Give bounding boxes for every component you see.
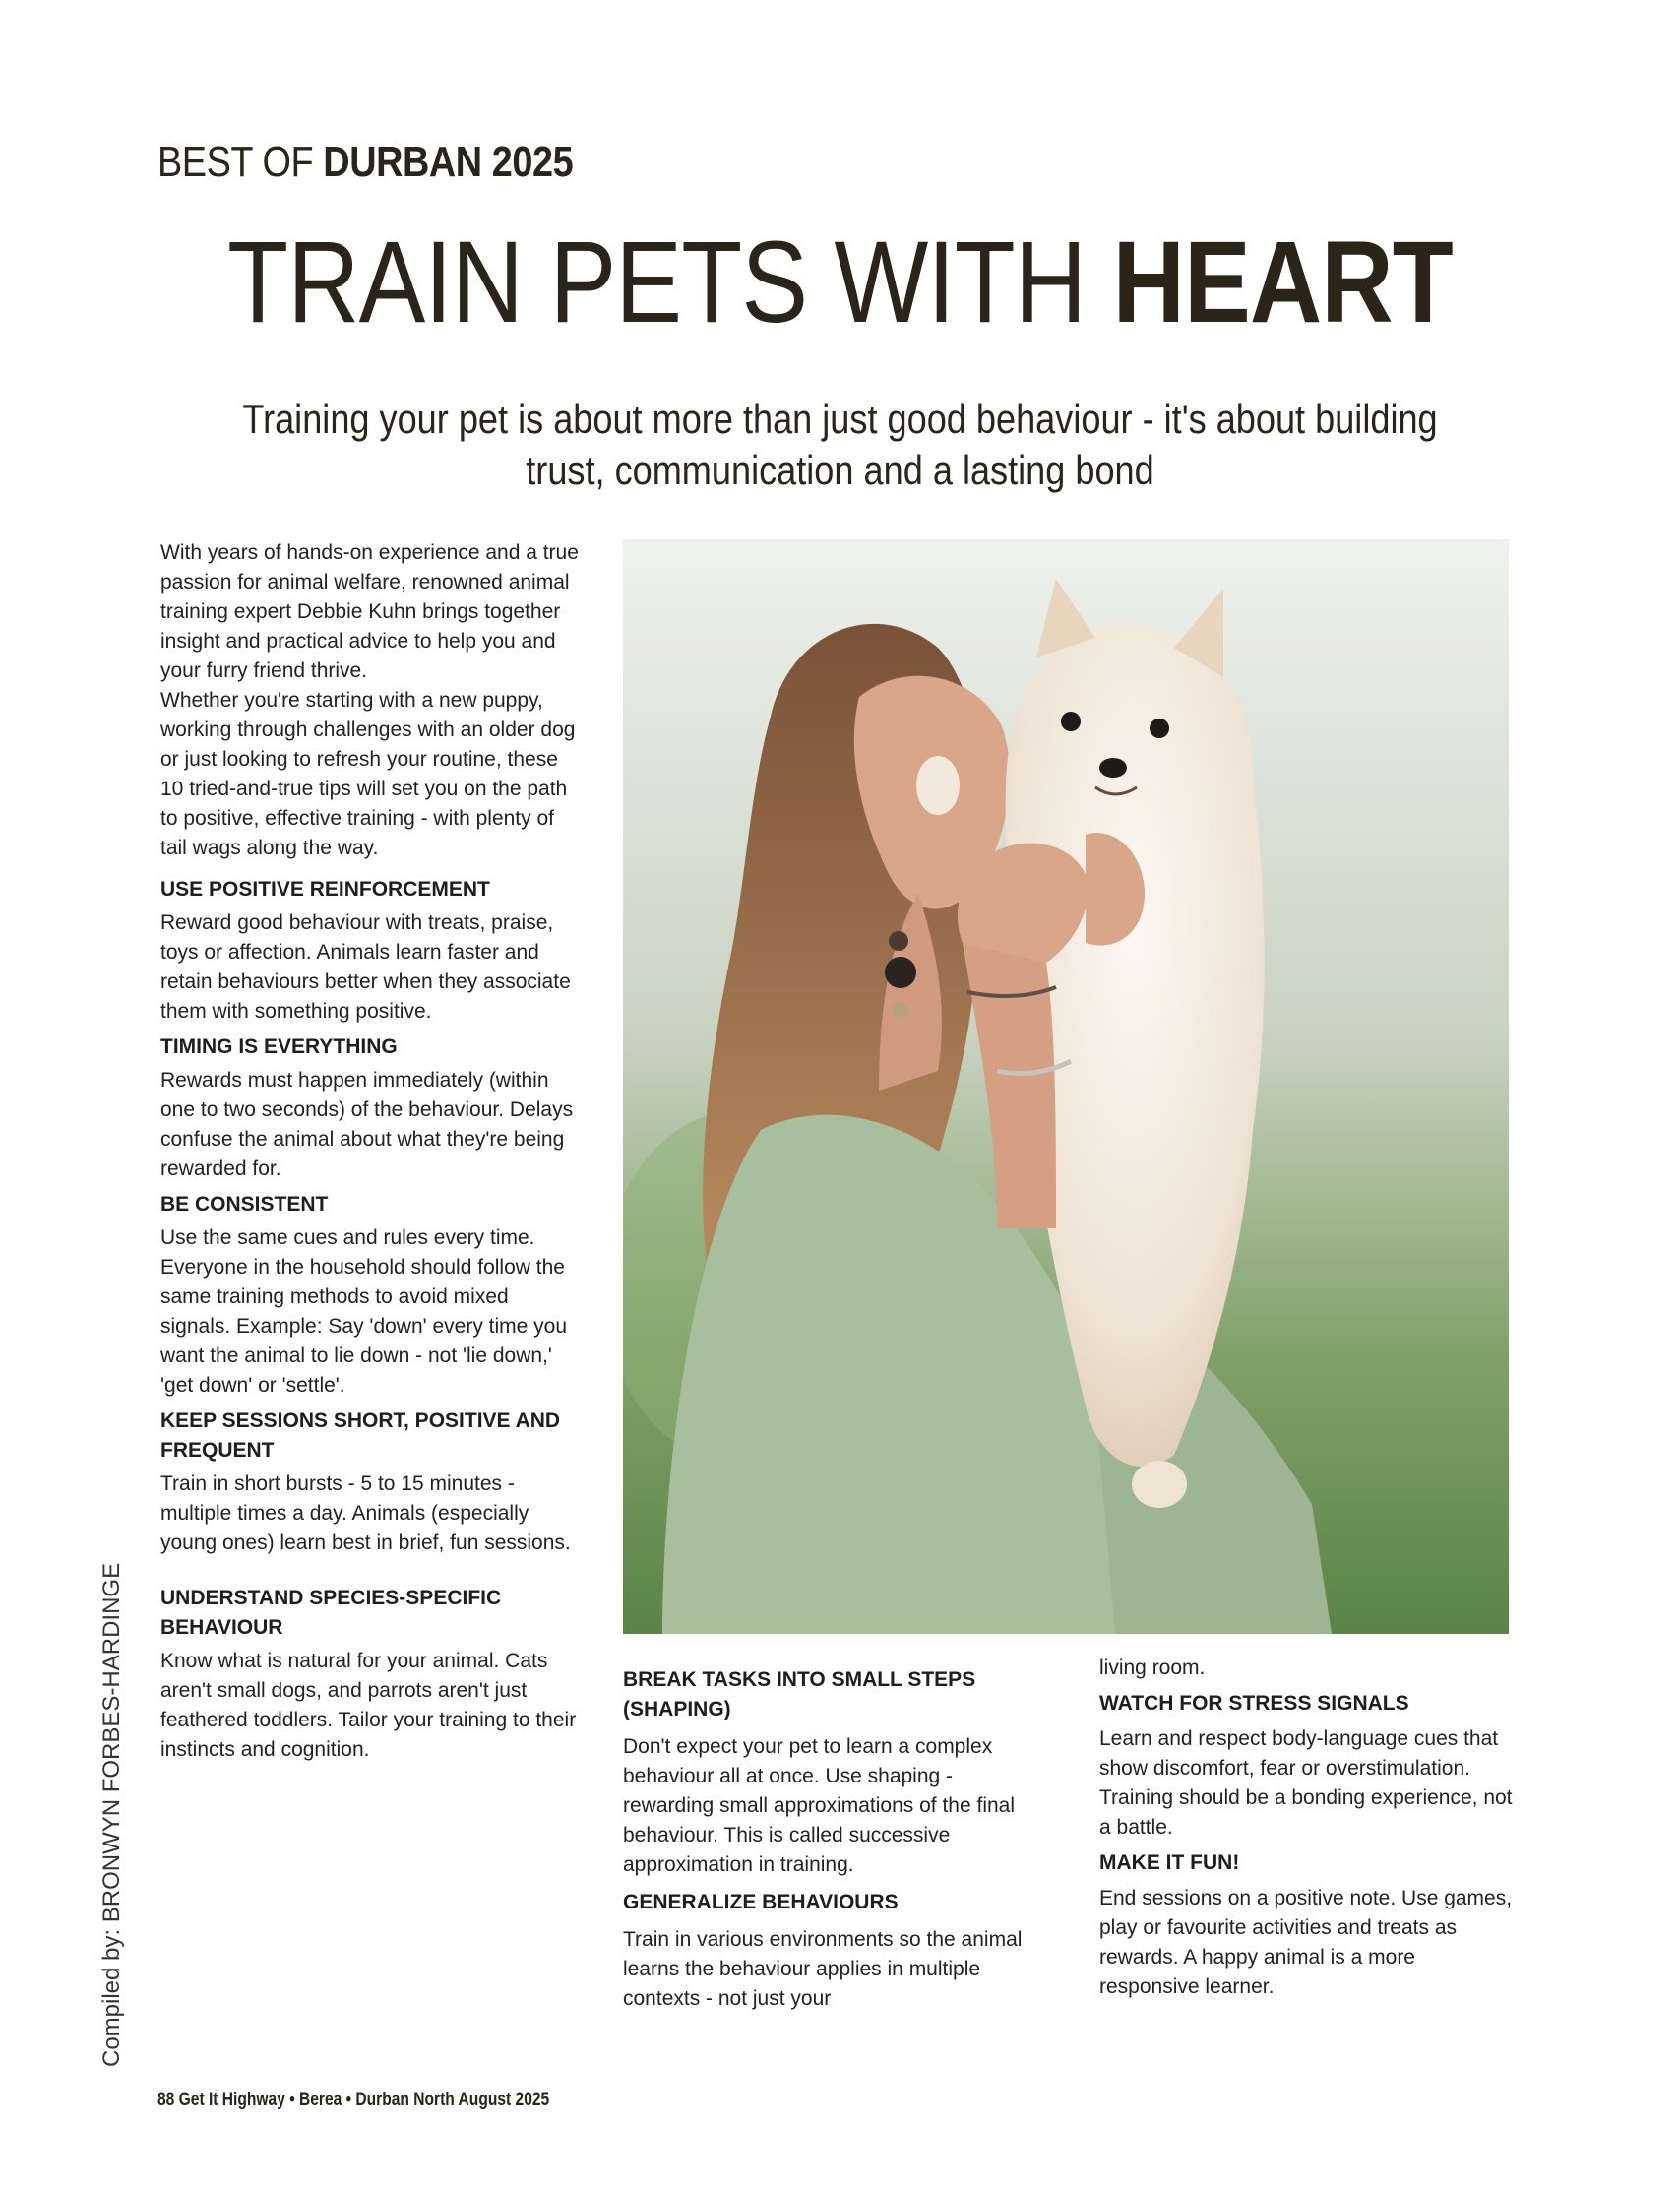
tip-heading: WATCH FOR STRESS SIGNALS: [1099, 1692, 1409, 1715]
woman-kissing-pomeranian-image: [623, 539, 1509, 1634]
standfirst-line-1: Training your pet is about more than just good behaviour - it's about building: [242, 396, 1438, 442]
kicker-light: BEST OF: [157, 138, 314, 186]
tip-heading: BREAK TASKS INTO SMALL STEPS (SHAPING): [623, 1668, 976, 1720]
tip-heading: USE POSITIVE REINFORCEMENT: [160, 878, 490, 901]
tip-heading: KEEP SESSIONS SHORT, POSITIVE AND FREQUENT: [160, 1409, 561, 1462]
tip-heading: UNDERSTAND SPECIES-SPECIFIC BEHAVIOUR: [160, 1587, 502, 1639]
kicker-bold: DURBAN 2025: [323, 138, 574, 186]
tip-body: Rewards must happen immediately (within one to two seconds) of the behaviour. Delays confuse the animal about what they're being rewarded for.: [160, 1069, 574, 1180]
page-title: [117, 218, 1562, 347]
tip-heading: TIMING IS EVERYTHING: [160, 1035, 398, 1058]
standfirst: [219, 394, 1462, 496]
tip-body: Reward good behaviour with treats, praise, toys or affection. Animals learn faster and retain behaviours better when they associate them with something positive.: [160, 911, 571, 1023]
tip-body: Don't expect your pet to learn a complex behaviour all at once. Use shaping - rewarding small approximations of the final behaviour. This is called successive approximation in training.: [623, 1735, 1016, 1876]
intro-paragraph-2: Whether you're starting with a new puppy, working through challenges with an older dog or just looking to refresh your routine, these 10 tried-and-true tips will set you on the path to positive, effective training - with plenty of tail wags along the way.: [160, 689, 576, 859]
section-kicker: [157, 138, 573, 187]
standfirst-line-2: trust, communication and a lasting bond: [526, 447, 1154, 493]
tip-heading: BE CONSISTENT: [160, 1193, 329, 1216]
photo-credit: Compiled by: BRONWYN FORBES-HARDINGE: [98, 1562, 125, 2067]
article-column-2: [623, 1665, 1036, 2014]
continuation-text: living room.: [1099, 1657, 1206, 1679]
tip-body: Train in various environments so the animal learns the behaviour applies in multiple contexts - not just your: [623, 1928, 1023, 2010]
article-column-1: [160, 538, 584, 1765]
title-bold: HEART: [1112, 218, 1453, 347]
tip-heading: GENERALIZE BEHAVIOURS: [623, 1891, 899, 1913]
hero-photo: [623, 539, 1509, 1634]
tip-body: End sessions on a positive note. Use games, play or favourite activities and treats as rewards. A happy animal is a more responsive learner.: [1099, 1887, 1513, 1998]
tip-body: Know what is natural for your animal. Cats aren't small dogs, and parrots aren't just feathered toddlers. Tailor your training to their instincts and cognition.: [160, 1650, 577, 1761]
article-column-3: [1099, 1654, 1518, 2002]
title-light: TRAIN PETS WITH: [227, 218, 1087, 347]
intro-paragraph-1: With years of hands-on experience and a true passion for animal welfare, renowned animal training expert Debbie Kuhn brings together insight and practical advice to help you and your furry friend thrive.: [160, 541, 579, 682]
tip-body: Train in short bursts - 5 to 15 minutes - multiple times a day. Animals (especially young ones) learn best in brief, fun sessions.: [160, 1472, 571, 1554]
tip-body: Use the same cues and rules every time. Everyone in the household should follow the same training methods to avoid mixed signals. Example: Say 'down' every time you want the animal to lie down - not 'lie down,' 'get down' or 'settle'.: [160, 1226, 568, 1397]
tip-heading: MAKE IT FUN!: [1099, 1851, 1240, 1874]
tip-body: Learn and respect body-language cues that show discomfort, fear or overstimulation. Training should be a bonding experience, not a battle.: [1099, 1727, 1513, 1839]
page-footer: 88 Get It Highway • Berea • Durban North August 2025: [157, 2090, 550, 2110]
